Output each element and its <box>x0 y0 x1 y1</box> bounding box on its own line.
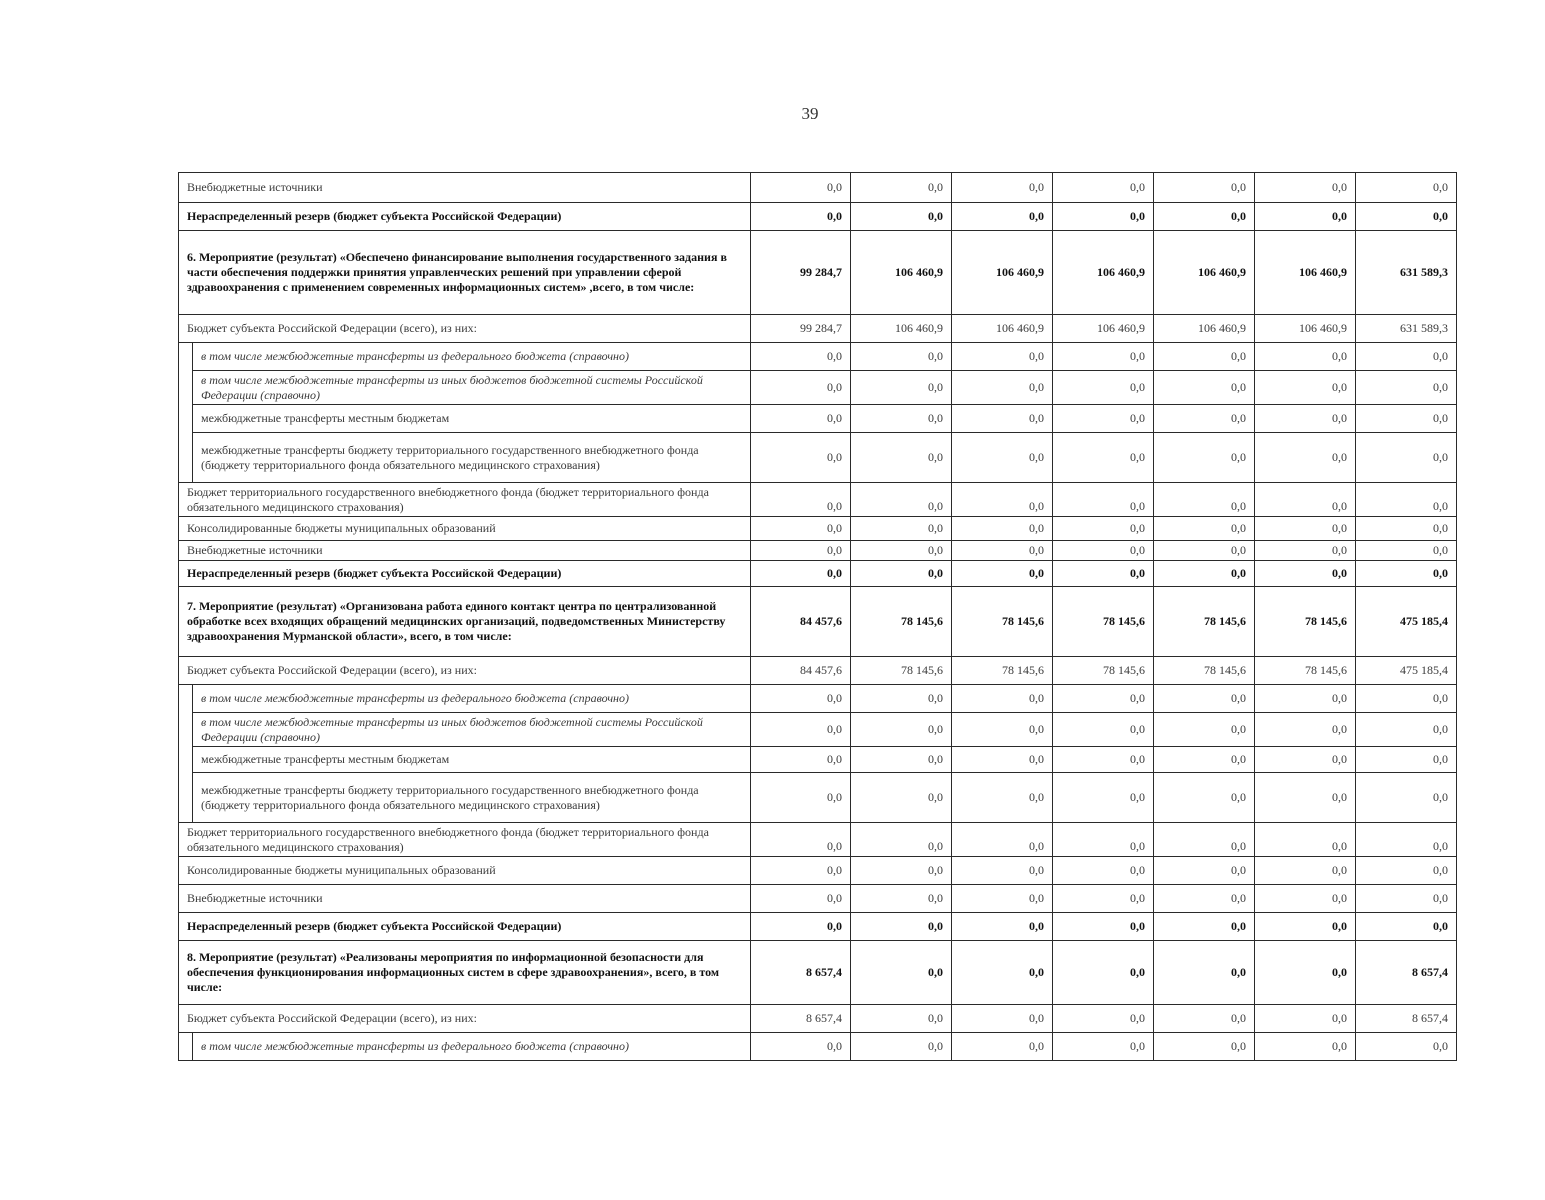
value-cell: 0,0 <box>952 173 1053 203</box>
row-label: в том числе межбюджетные трансферты из федерального бюджета (справочно) <box>193 1033 751 1061</box>
table-row <box>179 203 1457 231</box>
value-cell: 0,0 <box>851 885 952 913</box>
row-label: Бюджет территориального государственного внебюджетного фонда (бюджет территориального фонда обязательного медицинского страхования) <box>179 483 751 517</box>
value-cell: 0,0 <box>1053 913 1154 941</box>
value-cell: 0,0 <box>851 517 952 541</box>
row-label: Внебюджетные источники <box>179 885 751 913</box>
value-cell: 0,0 <box>751 173 851 203</box>
value-cell: 0,0 <box>751 685 851 713</box>
value-cell: 0,0 <box>851 685 952 713</box>
table-row <box>179 343 1457 371</box>
value-cell: 0,0 <box>952 857 1053 885</box>
value-cell: 8 657,4 <box>751 941 851 1005</box>
value-cell: 0,0 <box>952 1033 1053 1061</box>
value-cell: 0,0 <box>1255 541 1356 561</box>
table-row <box>179 1005 1457 1033</box>
table-row <box>179 483 1457 517</box>
table-row <box>179 587 1457 657</box>
value-cell: 0,0 <box>1356 913 1457 941</box>
value-cell: 0,0 <box>851 913 952 941</box>
value-cell: 0,0 <box>952 747 1053 773</box>
value-cell: 0,0 <box>1154 823 1255 857</box>
value-cell: 106 460,9 <box>1154 315 1255 343</box>
value-cell: 0,0 <box>952 885 1053 913</box>
value-cell: 0,0 <box>1255 773 1356 823</box>
value-cell: 0,0 <box>1053 747 1154 773</box>
value-cell: 0,0 <box>1053 773 1154 823</box>
value-cell: 0,0 <box>1053 173 1154 203</box>
table-row <box>179 713 1457 747</box>
value-cell: 475 185,4 <box>1356 657 1457 685</box>
value-cell: 0,0 <box>751 747 851 773</box>
table-row <box>179 561 1457 587</box>
value-cell: 0,0 <box>1053 1033 1154 1061</box>
value-cell: 0,0 <box>851 433 952 483</box>
value-cell: 106 460,9 <box>851 315 952 343</box>
row-label: Нераспределенный резерв (бюджет субъекта Российской Федерации) <box>179 913 751 941</box>
value-cell: 0,0 <box>1053 483 1154 517</box>
value-cell: 0,0 <box>751 561 851 587</box>
value-cell: 0,0 <box>1154 483 1255 517</box>
value-cell: 0,0 <box>1053 941 1154 1005</box>
value-cell: 0,0 <box>1053 433 1154 483</box>
value-cell: 0,0 <box>1356 561 1457 587</box>
value-cell: 0,0 <box>1053 823 1154 857</box>
value-cell: 78 145,6 <box>1255 587 1356 657</box>
indent-cell <box>179 405 193 433</box>
value-cell: 0,0 <box>952 343 1053 371</box>
row-label: межбюджетные трансферты местным бюджетам <box>193 405 751 433</box>
table-row <box>179 371 1457 405</box>
value-cell: 0,0 <box>1154 913 1255 941</box>
value-cell: 0,0 <box>952 371 1053 405</box>
value-cell: 0,0 <box>1154 371 1255 405</box>
value-cell: 78 145,6 <box>1053 657 1154 685</box>
value-cell: 631 589,3 <box>1356 231 1457 315</box>
value-cell: 0,0 <box>851 823 952 857</box>
value-cell: 0,0 <box>1356 203 1457 231</box>
value-cell: 475 185,4 <box>1356 587 1457 657</box>
value-cell: 0,0 <box>1356 685 1457 713</box>
table-row <box>179 173 1457 203</box>
value-cell: 0,0 <box>751 433 851 483</box>
value-cell: 0,0 <box>1053 517 1154 541</box>
value-cell: 0,0 <box>851 483 952 517</box>
value-cell: 0,0 <box>1255 405 1356 433</box>
value-cell: 0,0 <box>1154 343 1255 371</box>
value-cell: 0,0 <box>1255 517 1356 541</box>
value-cell: 0,0 <box>952 941 1053 1005</box>
indent-cell <box>179 1033 193 1061</box>
value-cell: 0,0 <box>751 371 851 405</box>
value-cell: 0,0 <box>1154 685 1255 713</box>
value-cell: 0,0 <box>1053 713 1154 747</box>
value-cell: 0,0 <box>851 1005 952 1033</box>
value-cell: 0,0 <box>1356 343 1457 371</box>
value-cell: 0,0 <box>1154 1005 1255 1033</box>
value-cell: 0,0 <box>1356 483 1457 517</box>
value-cell: 0,0 <box>1154 1033 1255 1061</box>
row-label: Консолидированные бюджеты муниципальных образований <box>179 517 751 541</box>
value-cell: 0,0 <box>952 483 1053 517</box>
value-cell: 0,0 <box>1154 561 1255 587</box>
value-cell: 0,0 <box>1255 941 1356 1005</box>
value-cell: 0,0 <box>851 857 952 885</box>
value-cell: 0,0 <box>1053 1005 1154 1033</box>
value-cell: 0,0 <box>851 405 952 433</box>
value-cell: 0,0 <box>1255 561 1356 587</box>
table-row <box>179 885 1457 913</box>
value-cell: 0,0 <box>751 483 851 517</box>
value-cell: 0,0 <box>1255 823 1356 857</box>
value-cell: 0,0 <box>751 203 851 231</box>
value-cell: 0,0 <box>1356 713 1457 747</box>
value-cell: 0,0 <box>1356 433 1457 483</box>
value-cell: 0,0 <box>751 541 851 561</box>
value-cell: 0,0 <box>851 713 952 747</box>
value-cell: 0,0 <box>1255 747 1356 773</box>
value-cell: 0,0 <box>751 405 851 433</box>
value-cell: 0,0 <box>851 173 952 203</box>
value-cell: 0,0 <box>1053 405 1154 433</box>
row-label: Нераспределенный резерв (бюджет субъекта Российской Федерации) <box>179 561 751 587</box>
value-cell: 0,0 <box>1053 343 1154 371</box>
row-label: в том числе межбюджетные трансферты из иных бюджетов бюджетной системы Российской Федерации (справочно) <box>193 713 751 747</box>
table-row <box>179 231 1457 315</box>
value-cell: 0,0 <box>952 1005 1053 1033</box>
value-cell: 99 284,7 <box>751 231 851 315</box>
value-cell: 78 145,6 <box>1053 587 1154 657</box>
value-cell: 0,0 <box>952 913 1053 941</box>
indent-cell <box>179 433 193 483</box>
value-cell: 0,0 <box>1255 885 1356 913</box>
value-cell: 106 460,9 <box>1053 231 1154 315</box>
row-label: Внебюджетные источники <box>179 173 751 203</box>
value-cell: 106 460,9 <box>1255 231 1356 315</box>
row-label: Бюджет субъекта Российской Федерации (всего), из них: <box>179 1005 751 1033</box>
value-cell: 0,0 <box>851 371 952 405</box>
value-cell: 0,0 <box>1053 561 1154 587</box>
table-row <box>179 1033 1457 1061</box>
value-cell: 0,0 <box>1053 885 1154 913</box>
value-cell: 0,0 <box>1255 173 1356 203</box>
value-cell: 0,0 <box>1154 405 1255 433</box>
value-cell: 0,0 <box>1356 747 1457 773</box>
value-cell: 0,0 <box>751 1033 851 1061</box>
value-cell: 8 657,4 <box>1356 941 1457 1005</box>
value-cell: 106 460,9 <box>952 315 1053 343</box>
value-cell: 0,0 <box>851 343 952 371</box>
value-cell: 0,0 <box>1053 857 1154 885</box>
table-row <box>179 657 1457 685</box>
value-cell: 0,0 <box>1255 483 1356 517</box>
value-cell: 78 145,6 <box>952 587 1053 657</box>
value-cell: 0,0 <box>851 1033 952 1061</box>
table-row <box>179 541 1457 561</box>
value-cell: 0,0 <box>1255 685 1356 713</box>
value-cell: 0,0 <box>1356 371 1457 405</box>
value-cell: 0,0 <box>1154 857 1255 885</box>
table-row <box>179 773 1457 823</box>
row-label: Консолидированные бюджеты муниципальных образований <box>179 857 751 885</box>
value-cell: 0,0 <box>751 517 851 541</box>
indent-cell <box>179 685 193 713</box>
value-cell: 0,0 <box>952 685 1053 713</box>
value-cell: 0,0 <box>1154 773 1255 823</box>
value-cell: 99 284,7 <box>751 315 851 343</box>
value-cell: 0,0 <box>952 541 1053 561</box>
table-row <box>179 433 1457 483</box>
value-cell: 0,0 <box>1154 433 1255 483</box>
indent-cell <box>179 343 193 371</box>
table-body <box>179 173 1457 1061</box>
value-cell: 0,0 <box>1053 371 1154 405</box>
table-row <box>179 517 1457 541</box>
value-cell: 0,0 <box>751 823 851 857</box>
value-cell: 0,0 <box>1255 1033 1356 1061</box>
row-label: 7. Мероприятие (результат) «Организована работа единого контакт центра по централизованной обработке всех входящих обращений медицинских организаций, подведомственных Министерству здравоохранения Мурманской области», всего, в том числе: <box>179 587 751 657</box>
value-cell: 0,0 <box>851 941 952 1005</box>
value-cell: 0,0 <box>1154 517 1255 541</box>
table-row <box>179 315 1457 343</box>
row-label: в том числе межбюджетные трансферты из федерального бюджета (справочно) <box>193 343 751 371</box>
value-cell: 0,0 <box>952 433 1053 483</box>
value-cell: 0,0 <box>1356 405 1457 433</box>
row-label: межбюджетные трансферты местным бюджетам <box>193 747 751 773</box>
value-cell: 0,0 <box>952 773 1053 823</box>
value-cell: 106 460,9 <box>1154 231 1255 315</box>
value-cell: 0,0 <box>851 561 952 587</box>
value-cell: 0,0 <box>1356 773 1457 823</box>
value-cell: 0,0 <box>751 913 851 941</box>
value-cell: 0,0 <box>1255 433 1356 483</box>
row-label: Бюджет субъекта Российской Федерации (всего), из них: <box>179 657 751 685</box>
value-cell: 0,0 <box>1356 517 1457 541</box>
table-row <box>179 913 1457 941</box>
table-row <box>179 941 1457 1005</box>
financing-table <box>178 172 1457 1061</box>
value-cell: 106 460,9 <box>952 231 1053 315</box>
value-cell: 106 460,9 <box>1053 315 1154 343</box>
row-label: Бюджет территориального государственного внебюджетного фонда (бюджет территориального фонда обязательного медицинского страхования) <box>179 823 751 857</box>
value-cell: 0,0 <box>1255 713 1356 747</box>
row-label: межбюджетные трансферты бюджету территориального государственного внебюджетного фонда (бюджету территориального фонда обязательного медицинского страхования) <box>193 433 751 483</box>
table-row <box>179 823 1457 857</box>
value-cell: 0,0 <box>1356 857 1457 885</box>
table-row <box>179 747 1457 773</box>
value-cell: 0,0 <box>1356 541 1457 561</box>
value-cell: 0,0 <box>1053 541 1154 561</box>
value-cell: 78 145,6 <box>1255 657 1356 685</box>
value-cell: 0,0 <box>751 343 851 371</box>
row-label: межбюджетные трансферты бюджету территориального государственного внебюджетного фонда (бюджету территориального фонда обязательного медицинского страхования) <box>193 773 751 823</box>
value-cell: 0,0 <box>952 517 1053 541</box>
value-cell: 0,0 <box>952 405 1053 433</box>
value-cell: 0,0 <box>751 713 851 747</box>
value-cell: 78 145,6 <box>851 587 952 657</box>
table-row <box>179 685 1457 713</box>
indent-cell <box>179 747 193 773</box>
value-cell: 84 457,6 <box>751 587 851 657</box>
value-cell: 8 657,4 <box>1356 1005 1457 1033</box>
value-cell: 0,0 <box>1154 173 1255 203</box>
value-cell: 106 460,9 <box>1255 315 1356 343</box>
row-label: Внебюджетные источники <box>179 541 751 561</box>
value-cell: 8 657,4 <box>751 1005 851 1033</box>
indent-cell <box>179 713 193 747</box>
value-cell: 0,0 <box>1255 857 1356 885</box>
indent-cell <box>179 773 193 823</box>
value-cell: 0,0 <box>1255 913 1356 941</box>
value-cell: 0,0 <box>851 541 952 561</box>
value-cell: 84 457,6 <box>751 657 851 685</box>
value-cell: 0,0 <box>851 747 952 773</box>
value-cell: 0,0 <box>751 773 851 823</box>
page-number: 39 <box>801 104 819 123</box>
value-cell: 78 145,6 <box>952 657 1053 685</box>
value-cell: 78 145,6 <box>1154 587 1255 657</box>
value-cell: 0,0 <box>1154 541 1255 561</box>
row-label: Нераспределенный резерв (бюджет субъекта Российской Федерации) <box>179 203 751 231</box>
value-cell: 0,0 <box>1356 1033 1457 1061</box>
value-cell: 0,0 <box>1154 747 1255 773</box>
value-cell: 0,0 <box>1356 823 1457 857</box>
row-label: в том числе межбюджетные трансферты из федерального бюджета (справочно) <box>193 685 751 713</box>
row-label: Бюджет субъекта Российской Федерации (всего), из них: <box>179 315 751 343</box>
value-cell: 0,0 <box>1356 885 1457 913</box>
value-cell: 0,0 <box>751 857 851 885</box>
value-cell: 0,0 <box>1154 203 1255 231</box>
value-cell: 0,0 <box>851 773 952 823</box>
value-cell: 0,0 <box>952 203 1053 231</box>
value-cell: 78 145,6 <box>851 657 952 685</box>
value-cell: 0,0 <box>751 885 851 913</box>
indent-cell <box>179 371 193 405</box>
value-cell: 0,0 <box>1255 371 1356 405</box>
value-cell: 0,0 <box>851 203 952 231</box>
value-cell: 0,0 <box>1255 343 1356 371</box>
value-cell: 0,0 <box>1154 713 1255 747</box>
table-row <box>179 857 1457 885</box>
value-cell: 631 589,3 <box>1356 315 1457 343</box>
value-cell: 0,0 <box>1356 173 1457 203</box>
value-cell: 78 145,6 <box>1154 657 1255 685</box>
value-cell: 0,0 <box>952 713 1053 747</box>
value-cell: 0,0 <box>1053 203 1154 231</box>
value-cell: 0,0 <box>1154 941 1255 1005</box>
table-row <box>179 405 1457 433</box>
value-cell: 0,0 <box>1255 1005 1356 1033</box>
value-cell: 0,0 <box>1053 685 1154 713</box>
row-label: 8. Мероприятие (результат) «Реализованы мероприятия по информационной безопасности для обеспечения функционирования информационных систем в сфере здравоохранения», всего, в том числе: <box>179 941 751 1005</box>
value-cell: 0,0 <box>1154 885 1255 913</box>
value-cell: 0,0 <box>952 823 1053 857</box>
value-cell: 0,0 <box>952 561 1053 587</box>
row-label: в том числе межбюджетные трансферты из иных бюджетов бюджетной системы Российской Федерации (справочно) <box>193 371 751 405</box>
value-cell: 0,0 <box>1255 203 1356 231</box>
value-cell: 106 460,9 <box>851 231 952 315</box>
row-label: 6. Мероприятие (результат) «Обеспечено финансирование выполнения государственного задания в части обеспечения поддержки принятия управленческих решений при управлении сферой здравоохранения с применением современных информационных систем» ,всего, в том числе: <box>179 231 751 315</box>
